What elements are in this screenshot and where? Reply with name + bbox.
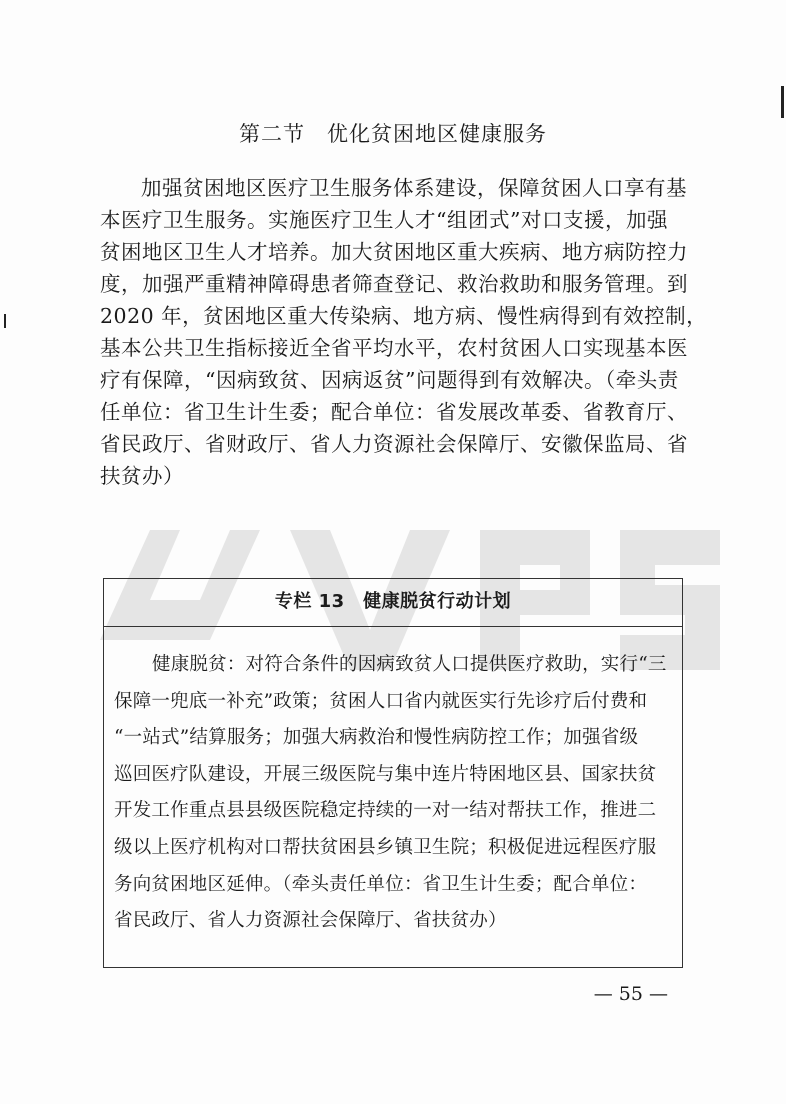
box-line: 保障一兜底一补充”政策；贫困人口省内就医实行先诊疗后付费和 bbox=[114, 690, 648, 712]
box-line: 省民政厅、省人力资源社会保障厅、省扶贫办） bbox=[114, 910, 507, 932]
body-line: 扶贫办） bbox=[100, 464, 184, 488]
section-title: 第二节 优化贫困地区健康服务 bbox=[239, 122, 547, 146]
body-line: 加强贫困地区医疗卫生服务体系建设，保障贫困人口享有基 bbox=[141, 176, 687, 200]
box-line: 级以上医疗机构对口帮扶贫困县乡镇卫生院；积极促进远程医疗服 bbox=[114, 836, 657, 858]
body-line: 基本公共卫生指标接近全省平均水平，农村贫困人口实现基本医 bbox=[100, 336, 688, 360]
body-line: 贫困地区卫生人才培养。加大贫困地区重大疾病、地方病防控力 bbox=[100, 240, 688, 264]
body-line: 本医疗卫生服务。实施医疗卫生人才“组团式”对口支援，加强 bbox=[100, 208, 668, 232]
body-line: 度，加强严重精神障碍患者筛查登记、救治救助和服务管理。到 bbox=[100, 272, 688, 296]
box-line: “一站式”结算服务；加强大病救治和慢性病防控工作；加强省级 bbox=[114, 727, 639, 749]
column-box-body bbox=[114, 647, 674, 940]
body-line: 任单位：省卫生计生委；配合单位：省发展改革委、省教育厅、 bbox=[100, 400, 688, 424]
column-box-header: 专栏 13 健康脱贫行动计划 bbox=[104, 579, 682, 627]
box-line: 务向贫困地区延伸。（牵头责任单位：省卫生计生委；配合单位： bbox=[114, 873, 648, 895]
body-paragraph bbox=[100, 172, 708, 492]
box-line: 开发工作重点县县级医院稳定持续的一对一结对帮扶工作，推进二 bbox=[114, 800, 657, 822]
column-box bbox=[103, 578, 683, 968]
page-number: — 55 — bbox=[593, 983, 668, 1005]
body-line: 2020 年，贫困地区重大传染病、地方病、慢性病得到有效控制， bbox=[100, 304, 708, 328]
box-line: 健康脱贫：对符合条件的因病致贫人口提供医疗救助，实行“三 bbox=[152, 654, 667, 675]
scan-edge-mark-left bbox=[4, 314, 6, 328]
scan-edge-mark-right bbox=[781, 86, 784, 118]
body-line: 省民政厅、省财政厅、省人力资源社会保障厅、安徽保监局、省 bbox=[100, 432, 688, 456]
box-line: 巡回医疗队建设，开展三级医院与集中连片特困地区县、国家扶贫 bbox=[114, 763, 657, 785]
body-line: 疗有保障，“因病致贫、因病返贫”问题得到有效解决。（牵头责 bbox=[100, 368, 679, 392]
